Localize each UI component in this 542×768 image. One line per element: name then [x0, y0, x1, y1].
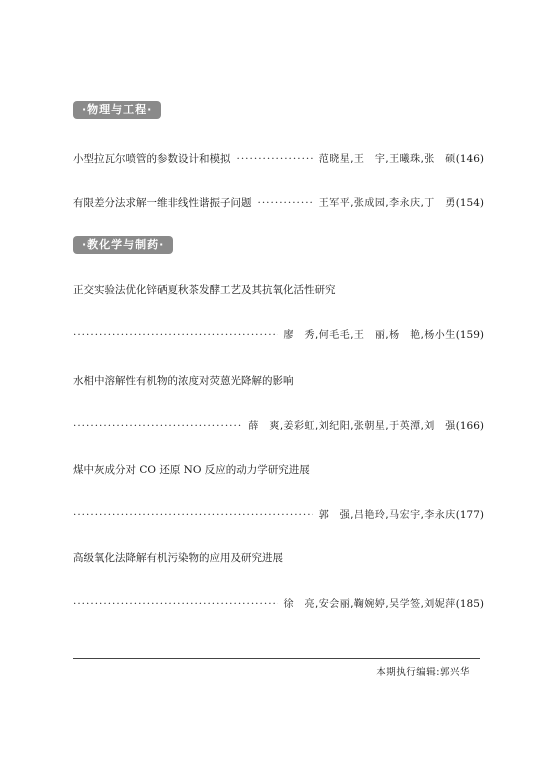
executive-editor: 本期执行编辑:郭兴华	[376, 667, 470, 678]
toc-entry-authors-line	[73, 595, 484, 610]
footer-rule	[73, 658, 480, 659]
entry-page: (154)	[455, 197, 484, 209]
leader-dots	[73, 598, 278, 610]
entry-title[interactable]: 煤中灰成分对 CO 还原 NO 反应的动力学研究进展	[73, 464, 310, 476]
entry-authors: 徐 亮,安会丽,鞠婉婷,吴学签,刘妮萍	[283, 599, 456, 610]
entry-authors: 薛 爽,姜彩虹,刘纪阳,张朝星,于英潭,刘 强	[248, 421, 456, 432]
toc-entry-authors-line	[73, 417, 484, 432]
leader-dots	[258, 197, 313, 209]
leader-dots	[73, 509, 313, 521]
entry-title: 小型拉瓦尔喷管的参数设计和模拟	[73, 153, 231, 165]
entry-authors: 王军平,张成园,李永庆,丁 勇	[318, 198, 456, 209]
toc-entry-authors-line	[73, 326, 484, 341]
section-tag-chemistry: ·教化学与制药·	[73, 236, 173, 254]
section-tag-physics: ·物理与工程·	[73, 101, 161, 119]
leader-dots	[73, 420, 242, 432]
entry-title[interactable]: 水相中溶解性有机物的浓度对荧蒽光降解的影响	[73, 375, 294, 387]
entry-authors: 廖 秀,何毛毛,王 丽,杨 艳,杨小生	[283, 330, 456, 341]
entry-title: 有限差分法求解一维非线性谐振子问题	[73, 197, 252, 209]
entry-title[interactable]: 高级氧化法降解有机污染物的应用及研究进展	[73, 552, 283, 564]
toc-entry-authors-line	[73, 506, 484, 521]
leader-dots	[73, 329, 278, 341]
entry-authors: 范晓星,王 宇,王曦珠,张 硕	[318, 154, 456, 165]
toc-entry[interactable]	[73, 150, 484, 166]
entry-page: (166)	[455, 420, 484, 432]
entry-title[interactable]: 正交实验法优化锌硒夏秋茶发酵工艺及其抗氧化活性研究	[73, 284, 336, 296]
entry-page: (159)	[455, 329, 484, 341]
entry-page: (185)	[455, 598, 484, 610]
entry-page: (177)	[455, 509, 484, 521]
toc-entry[interactable]	[73, 194, 484, 210]
leader-dots	[237, 153, 313, 165]
entry-page: (146)	[455, 153, 484, 165]
entry-authors: 郭 强,吕艳玲,马宏宇,李永庆	[318, 510, 456, 521]
